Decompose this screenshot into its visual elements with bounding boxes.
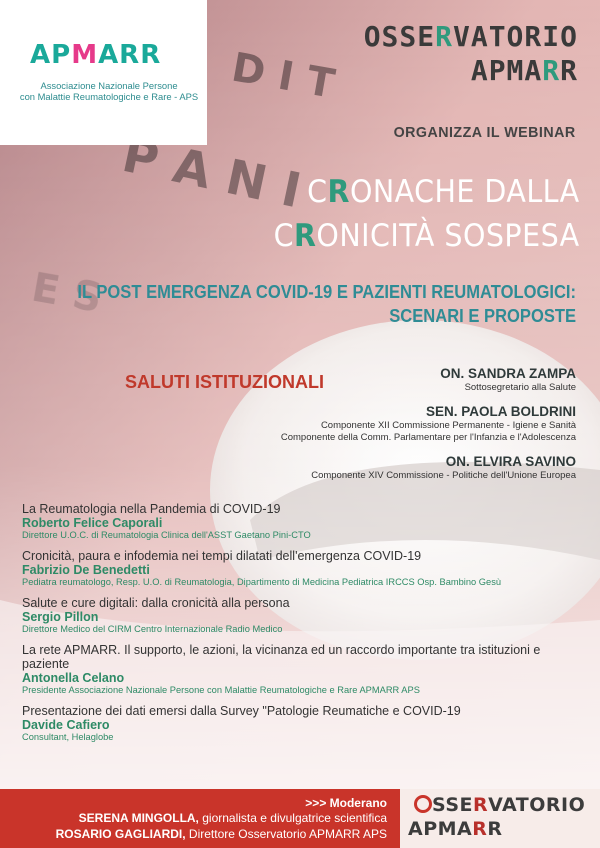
talk-title: Cronicità, paura e infodemia nei tempi dilatati dell'emergenza COVID-19 [22,549,422,563]
talk-speaker-role: Direttore Medico del CIRM Centro Internazionale Radio Medico [22,624,283,634]
talk-speaker: Fabrizio De Benedetti [22,563,150,577]
talk-speaker: Antonella Celano [22,671,125,685]
talk-title: Salute e cure digitali: dalla cronicità alla persona [22,596,290,610]
talk-speaker: Davide Cafiero [22,718,110,732]
moderano-label: >>> Moderano [305,796,387,810]
speaker-role: Componente XIV Commissione - Politiche dell'Unione Europea [311,470,576,481]
talk-speaker-role: Presidente Associazione Nazionale Persone con Malattie Reumatologiche e Rare APMARR APS [22,685,420,695]
talk-speaker: Roberto Felice Caporali [22,516,163,530]
moderator-2: ROSARIO GAGLIARDI, Direttore Osservatorio APMARR APS [55,827,387,841]
talk-speaker-role: Pediatra reumatologo, Resp. U.O. di Reumatologia, Dipartimento di Medicina Pediatrica IRCCS Osp. Bambino Gesù [22,577,502,587]
footer-osservatorio-logo: SSERVATORIO [414,794,585,816]
talk-title: La rete APMARR. Il supporto, le azioni, la vicinanza ed un raccordo importante tra istituzioni e paziente [22,643,541,671]
apmarr-logo [0,0,207,145]
program-item [22,643,582,696]
talk-speaker: Sergio Pillon [22,610,99,624]
logo-caption-line-1: Associazione Nazionale Persone [40,80,178,91]
speaker-role: Componente della Comm. Parlamentare per l'Infanzia e l'Adolescenza [280,432,576,443]
speaker-name: ON. SANDRA ZAMPA [440,366,576,381]
webinar-title: CRONACHE DALLA CRONICITÀ SOSPESA [273,174,580,254]
program-item [22,502,582,541]
program-item [22,596,582,635]
apmarr-wordmark: APMARR [30,40,162,70]
talk-title: La Reumatologia nella Pandemia di COVID-19 [22,502,281,516]
program-item [22,704,582,743]
moderator-1: SERENA MINGOLLA, giornalista e divulgatrice scientifica [78,811,387,825]
speaker-name: SEN. PAOLA BOLDRINI [425,404,576,419]
organizza-label: ORGANIZZA IL WEBINAR [393,124,576,141]
logo-caption-line-2: con Malattie Reumatologiche e Rare - APS [19,91,199,102]
speaker-name: ON. ELVIRA SAVINO [445,454,576,469]
talk-speaker-role: Consultant, Helaglobe [22,732,114,742]
speaker-role: Componente XII Commissione Permanente - Igiene e Sanità [320,420,576,431]
apmarr-logo-caption [14,80,204,102]
institutional-speakers [281,366,576,482]
circle-o-icon [414,795,432,813]
program-list [22,502,582,751]
saluti-heading: SALUTI ISTITUZIONALI [125,372,324,392]
footer-apmarr-logo: APMARR [408,818,503,840]
program-item [22,549,582,588]
webinar-subtitle: IL POST EMERGENZA COVID-19 E PAZIENTI REUMATOLOGICI: SCENARI E PROPOSTE [77,282,576,326]
talk-speaker-role: Direttore U.O.C. di Reumatologia Clinica dell'ASST Gaetano Pini-CTO [22,530,311,540]
speaker-role: Sottosegretario alla Salute [464,382,576,393]
osservatorio-title: OSSERVATORIO APMARR [363,20,578,87]
talk-title: Presentazione dei dati emersi dalla Survey "Patologie Reumatiche e COVID-19 [22,704,461,718]
